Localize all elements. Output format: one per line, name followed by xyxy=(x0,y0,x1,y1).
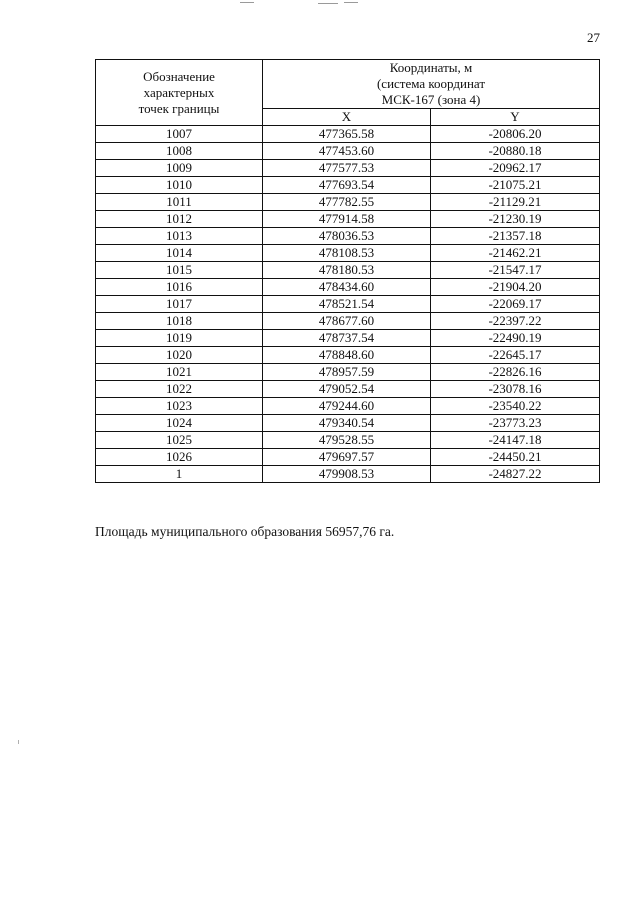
point-header-line: Обозначение xyxy=(143,68,215,84)
table-row xyxy=(96,143,600,160)
x-coordinate-cell: 479528.55 xyxy=(263,432,431,449)
page-number: 27 xyxy=(587,30,600,45)
point-cell: 1017 xyxy=(96,296,263,313)
table-row xyxy=(96,279,600,296)
table-row xyxy=(96,211,600,228)
x-coordinate-cell: 477577.53 xyxy=(263,160,431,177)
x-coordinate-cell: 478737.54 xyxy=(263,330,431,347)
coords-header-line: МСК-167 (зона 4) xyxy=(381,92,481,107)
table-row xyxy=(96,177,600,194)
table-row xyxy=(96,432,600,449)
y-coordinate-cell: -24450.21 xyxy=(431,449,600,466)
scan-artifact-left xyxy=(18,740,19,744)
y-coordinate-cell: -21357.18 xyxy=(431,228,600,245)
point-cell: 1014 xyxy=(96,245,263,262)
y-coordinate-cell: -21462.21 xyxy=(431,245,600,262)
coordinates-table xyxy=(95,59,600,483)
point-cell: 1016 xyxy=(96,279,263,296)
x-coordinate-cell: 478434.60 xyxy=(263,279,431,296)
x-coordinate-cell: 478677.60 xyxy=(263,313,431,330)
table-row xyxy=(96,381,600,398)
x-coordinate-cell: 478108.53 xyxy=(263,245,431,262)
point-cell: 1022 xyxy=(96,381,263,398)
table-row xyxy=(96,245,600,262)
y-coordinate-cell: -23078.16 xyxy=(431,381,600,398)
x-coordinate-cell: 478036.53 xyxy=(263,228,431,245)
table-body xyxy=(96,126,600,483)
x-coordinate-cell: 478957.59 xyxy=(263,364,431,381)
y-coordinate-cell: -22069.17 xyxy=(431,296,600,313)
point-cell: 1024 xyxy=(96,415,263,432)
point-header-line: характерных xyxy=(143,84,215,100)
y-coordinate-cell: -21904.20 xyxy=(431,279,600,296)
coordinates-header xyxy=(263,60,600,109)
x-coordinate-cell: 478180.53 xyxy=(263,262,431,279)
y-coordinate-cell: -21075.21 xyxy=(431,177,600,194)
y-coordinate-cell: -20962.17 xyxy=(431,160,600,177)
table-header xyxy=(96,60,600,126)
table-row xyxy=(96,194,600,211)
point-cell: 1013 xyxy=(96,228,263,245)
table-row xyxy=(96,466,600,483)
point-cell: 1020 xyxy=(96,347,263,364)
x-coordinate-cell: 477365.58 xyxy=(263,126,431,143)
point-header-line: точек границы xyxy=(138,100,220,116)
x-coordinate-cell: 477693.54 xyxy=(263,177,431,194)
x-coordinate-cell: 479908.53 xyxy=(263,466,431,483)
point-cell: 1025 xyxy=(96,432,263,449)
point-cell: 1009 xyxy=(96,160,263,177)
point-cell: 1012 xyxy=(96,211,263,228)
table-row xyxy=(96,364,600,381)
table-row xyxy=(96,262,600,279)
point-cell: 1023 xyxy=(96,398,263,415)
y-coordinate-cell: -20880.18 xyxy=(431,143,600,160)
point-cell: 1015 xyxy=(96,262,263,279)
y-column-header: Y xyxy=(431,109,600,126)
coords-header-line: Координаты, м xyxy=(389,60,473,75)
x-column-header: X xyxy=(263,109,431,126)
point-cell: 1 xyxy=(96,466,263,483)
table-row xyxy=(96,160,600,177)
table-row xyxy=(96,398,600,415)
y-coordinate-cell: -21547.17 xyxy=(431,262,600,279)
table-row xyxy=(96,313,600,330)
y-coordinate-cell: -22826.16 xyxy=(431,364,600,381)
y-coordinate-cell: -21129.21 xyxy=(431,194,600,211)
x-coordinate-cell: 477453.60 xyxy=(263,143,431,160)
y-coordinate-cell: -23540.22 xyxy=(431,398,600,415)
table-row xyxy=(96,126,600,143)
table-row xyxy=(96,449,600,466)
table-row xyxy=(96,330,600,347)
y-coordinate-cell: -21230.19 xyxy=(431,211,600,228)
table-row xyxy=(96,415,600,432)
point-cell: 1018 xyxy=(96,313,263,330)
point-cell: 1011 xyxy=(96,194,263,211)
table-row xyxy=(96,228,600,245)
table-row xyxy=(96,296,600,313)
y-coordinate-cell: -24827.22 xyxy=(431,466,600,483)
y-coordinate-cell: -23773.23 xyxy=(431,415,600,432)
y-coordinate-cell: -22397.22 xyxy=(431,313,600,330)
y-coordinate-cell: -22490.19 xyxy=(431,330,600,347)
y-coordinate-cell: -24147.18 xyxy=(431,432,600,449)
point-cell: 1008 xyxy=(96,143,263,160)
x-coordinate-cell: 479244.60 xyxy=(263,398,431,415)
coords-header-line: (система координат xyxy=(376,76,486,91)
y-coordinate-cell: -20806.20 xyxy=(431,126,600,143)
x-coordinate-cell: 479052.54 xyxy=(263,381,431,398)
point-designation-header xyxy=(96,60,263,126)
point-cell: 1021 xyxy=(96,364,263,381)
point-cell: 1019 xyxy=(96,330,263,347)
scan-artifact-top xyxy=(240,2,360,5)
x-coordinate-cell: 478521.54 xyxy=(263,296,431,313)
x-coordinate-cell: 478848.60 xyxy=(263,347,431,364)
x-coordinate-cell: 479697.57 xyxy=(263,449,431,466)
table-row xyxy=(96,347,600,364)
x-coordinate-cell: 477914.58 xyxy=(263,211,431,228)
x-coordinate-cell: 479340.54 xyxy=(263,415,431,432)
x-coordinate-cell: 477782.55 xyxy=(263,194,431,211)
y-coordinate-cell: -22645.17 xyxy=(431,347,600,364)
point-cell: 1010 xyxy=(96,177,263,194)
point-cell: 1026 xyxy=(96,449,263,466)
municipality-area-text: Площадь муниципального образования 56957,76 га. xyxy=(95,524,395,539)
point-cell: 1007 xyxy=(96,126,263,143)
